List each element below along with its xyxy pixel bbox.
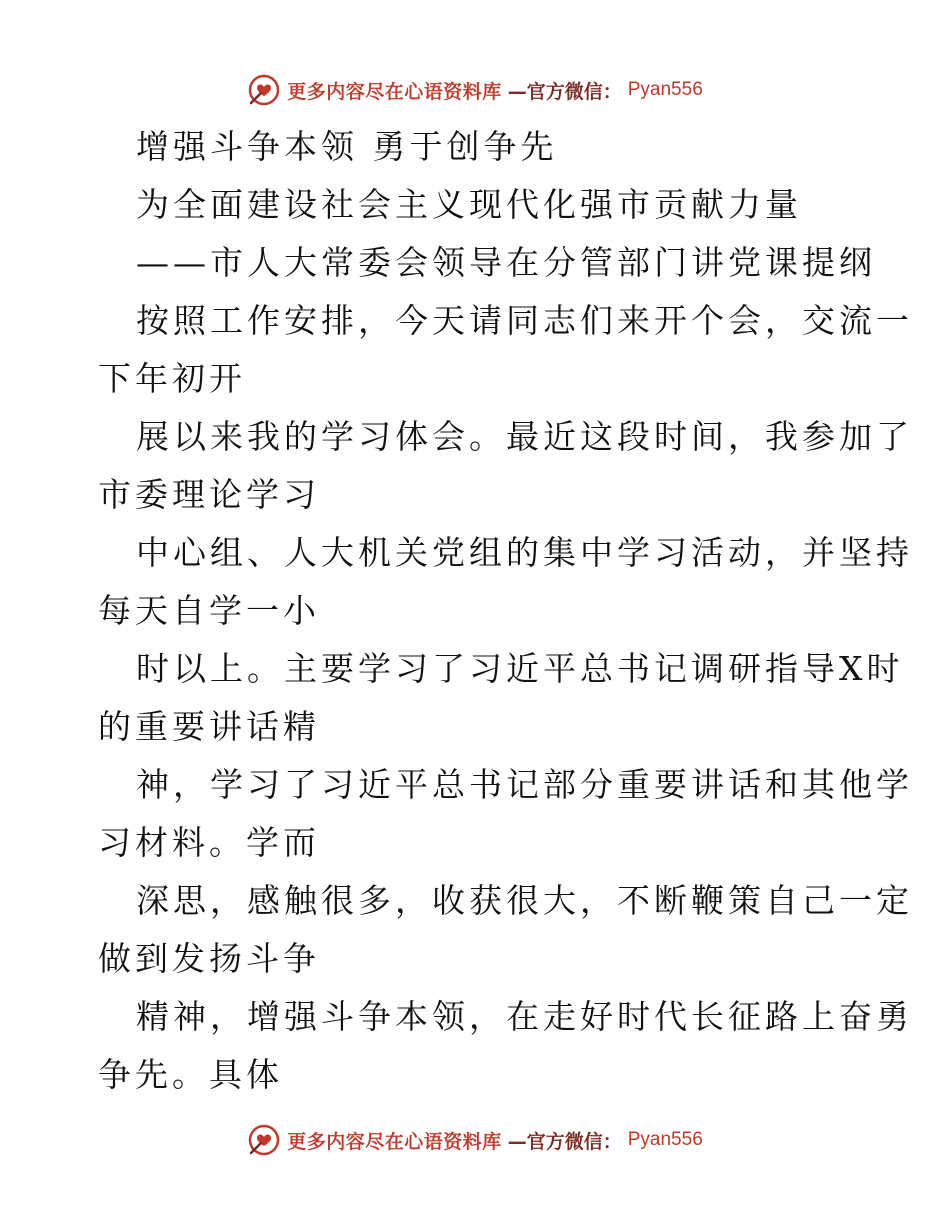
document-body [98, 118, 913, 1104]
text-line: 每天自学一小 [98, 591, 320, 630]
text-line: 争先。具体 [98, 1055, 283, 1094]
footer-banner [0, 1120, 950, 1160]
doc-subtitle: 为全面建设社会主义现代化强市贡献力量 [136, 185, 802, 224]
banner-text: 更多内容尽在心语资料库 [287, 80, 502, 103]
doc-byline: ——市人大常委会领导在分管部门讲党课提纲 [136, 243, 876, 282]
text-line: 下年初开 [98, 359, 246, 398]
banner-wechat-id: Pyan556 [627, 79, 703, 100]
text-line: 神，学习了习近平总书记部分重要讲话和其他学 [136, 765, 913, 804]
text-line: 中心组、人大机关党组的集中学习活动，并坚持 [136, 533, 913, 572]
text-line: 习材料。学而 [98, 823, 320, 862]
banner-wechat-id: Pyan556 [627, 1129, 703, 1150]
header-banner [0, 70, 950, 110]
text-line: 按照工作安排，今天请同志们来开个会，交流一 [136, 301, 913, 340]
banner-text: 更多内容尽在心语资料库 [287, 1130, 502, 1153]
text-line: 做到发扬斗争 [98, 939, 320, 978]
text-line: 深思，感触很多，收获很大，不断鞭策自己一定 [136, 881, 913, 920]
banner-wechat-label: —官方微信： [507, 1130, 622, 1153]
text-line: 的重要讲话精 [98, 707, 320, 746]
text-line: 精神，增强斗争本领，在走好时代长征路上奋勇 [136, 997, 913, 1036]
text-line: 展以来我的学习体会。最近这段时间，我参加了 [136, 417, 913, 456]
text-line: 时以上。主要学习了习近平总书记调研指导X时 [136, 649, 904, 688]
text-line: 市委理论学习 [98, 475, 320, 514]
heart-pen-logo-icon [247, 1123, 281, 1157]
banner-wechat-label: —官方微信： [507, 80, 622, 103]
doc-title: 增强斗争本领 勇于创争先 [136, 127, 558, 166]
heart-pen-logo-icon [247, 73, 281, 107]
